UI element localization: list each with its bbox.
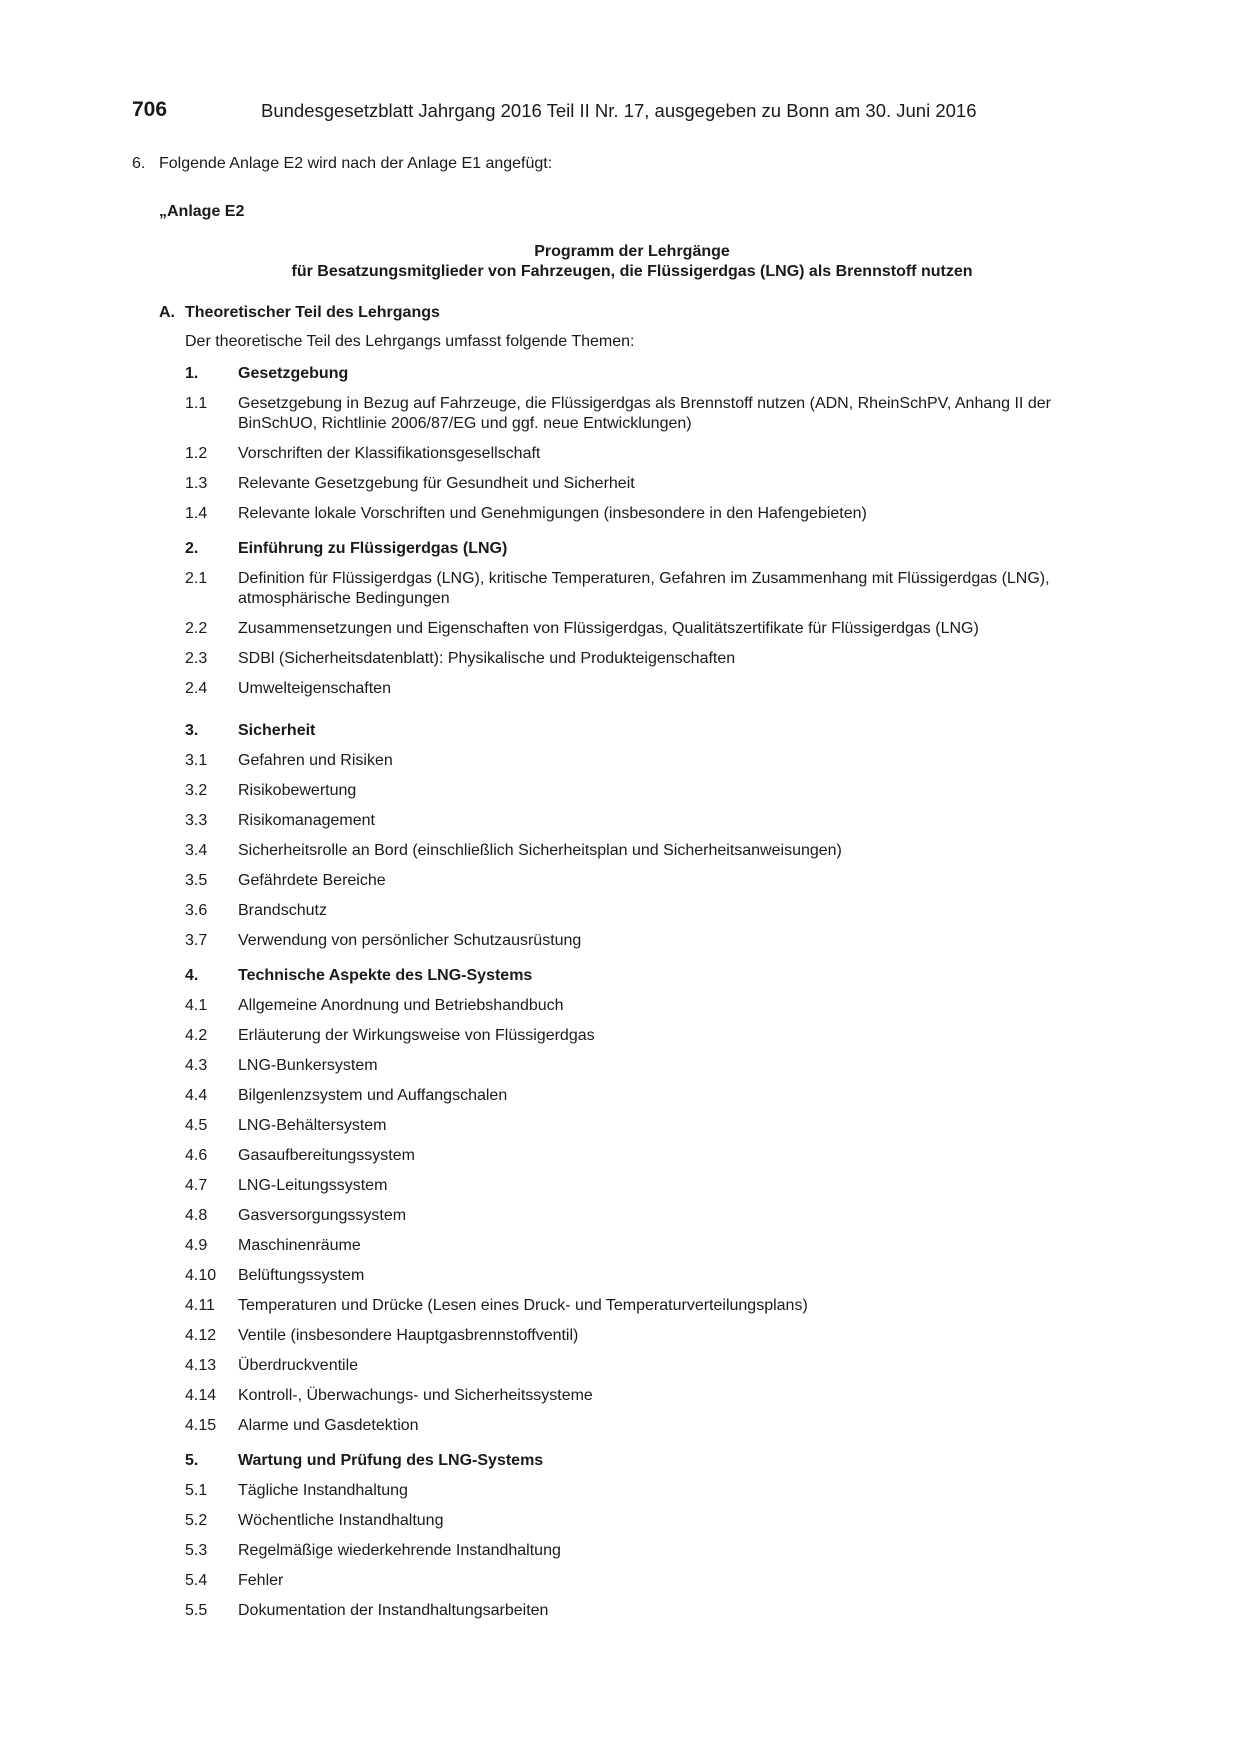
list-item xyxy=(185,1056,1112,1076)
item-text: SDBl (Sicherheitsdatenblatt): Physikalische und Produkteigenschaften xyxy=(238,650,736,667)
item-number: 3.5 xyxy=(185,872,208,889)
list-item xyxy=(185,1176,1112,1196)
list-item xyxy=(185,781,1112,801)
item-number: 3.7 xyxy=(185,932,208,949)
topic-heading xyxy=(185,1451,1112,1471)
item-text: Belüftungssystem xyxy=(238,1267,365,1284)
item-text: Wöchentliche Instandhaltung xyxy=(238,1512,444,1529)
item-number: 5.2 xyxy=(185,1512,208,1529)
item-text: Kontroll-, Überwachungs- und Sicherheitssysteme xyxy=(238,1387,593,1404)
item-text: Regelmäßige wiederkehrende Instandhaltung xyxy=(238,1542,561,1559)
annex-label: „Anlage E2 xyxy=(159,203,245,220)
item-number: 4.11 xyxy=(185,1297,215,1314)
item-text: Gefahren und Risiken xyxy=(238,752,393,769)
list-item xyxy=(185,444,1112,464)
item-number: 4.4 xyxy=(185,1087,208,1104)
list-item xyxy=(185,996,1112,1016)
list-item xyxy=(185,1326,1112,1346)
list-item xyxy=(185,1416,1112,1436)
item-text: Sicherheit xyxy=(238,722,316,739)
title-line-1: Programm der Lehrgänge xyxy=(534,243,730,260)
section-intro: Der theoretische Teil des Lehrgangs umfasst folgende Themen: xyxy=(185,333,635,350)
item-text: Relevante Gesetzgebung für Gesundheit und Sicherheit xyxy=(238,475,635,492)
list-item xyxy=(185,901,1112,921)
list-item xyxy=(185,1386,1112,1406)
intro-paragraph xyxy=(132,155,552,173)
item-text: Umwelteigenschaften xyxy=(238,680,391,697)
list-item xyxy=(185,1601,1112,1621)
item-number: 4.14 xyxy=(185,1387,217,1404)
item-number: 1.4 xyxy=(185,505,208,522)
list-item xyxy=(185,1296,1112,1316)
item-number: 5.3 xyxy=(185,1542,208,1559)
running-header: Bundesgesetzblatt Jahrgang 2016 Teil II Nr. 17, ausgegeben zu Bonn am 30. Juni 2016 xyxy=(261,100,977,121)
item-number: 4.8 xyxy=(185,1207,208,1224)
item-number: 3.4 xyxy=(185,842,208,859)
item-text: Dokumentation der Instandhaltungsarbeiten xyxy=(238,1602,549,1619)
item-text: Gasversorgungssystem xyxy=(238,1207,407,1224)
item-text: Alarme und Gasdetektion xyxy=(238,1417,419,1434)
item-number: 4.2 xyxy=(185,1027,208,1044)
document-title xyxy=(132,242,1132,282)
list-item xyxy=(185,1206,1112,1226)
item-text: Gesetzgebung in Bezug auf Fahrzeuge, die Flüssigerdgas als Brennstoff nutzen (ADN, RheinSchPV, Anhang II der BinSchUO, Richtlinie 2006/87/EG und ggf. neue Entwicklungen) xyxy=(238,395,1051,432)
list-item xyxy=(185,1146,1112,1166)
item-text: Allgemeine Anordnung und Betriebshandbuch xyxy=(238,997,564,1014)
page-number: 706 xyxy=(132,98,168,121)
item-text: LNG-Behältersystem xyxy=(238,1117,387,1134)
list-item xyxy=(185,931,1112,951)
item-text: Gefährdete Bereiche xyxy=(238,872,386,889)
list-item xyxy=(185,1356,1112,1376)
item-number: 4.3 xyxy=(185,1057,208,1074)
item-number: 2. xyxy=(185,540,199,557)
list-item xyxy=(185,1086,1112,1106)
list-item xyxy=(185,841,1112,861)
item-number: 4.6 xyxy=(185,1147,208,1164)
item-number: 2.2 xyxy=(185,620,208,637)
item-text: Fehler xyxy=(238,1572,284,1589)
intro-number: 6. xyxy=(132,155,146,172)
topic-heading xyxy=(185,966,1112,986)
item-text: Einführung zu Flüssigerdgas (LNG) xyxy=(238,540,508,557)
item-number: 1. xyxy=(185,365,199,382)
item-number: 1.2 xyxy=(185,445,208,462)
item-text: Technische Aspekte des LNG-Systems xyxy=(238,967,533,984)
list-item xyxy=(185,619,1112,639)
list-item xyxy=(185,474,1112,494)
item-text: Wartung und Prüfung des LNG-Systems xyxy=(238,1452,544,1469)
topic-heading xyxy=(185,539,1112,559)
item-text: Überdruckventile xyxy=(238,1357,359,1374)
item-text: Zusammensetzungen und Eigenschaften von Flüssigerdgas, Qualitätszertifikate für Flüssigerdgas (LNG) xyxy=(238,620,979,637)
list-item xyxy=(185,1481,1112,1501)
item-text: Temperaturen und Drücke (Lesen eines Druck- und Temperaturverteilungsplans) xyxy=(238,1297,808,1314)
item-number: 4.7 xyxy=(185,1177,208,1194)
item-text: Tägliche Instandhaltung xyxy=(238,1482,408,1499)
list-item xyxy=(185,394,1112,434)
item-text: Ventile (insbesondere Hauptgasbrennstoffventil) xyxy=(238,1327,579,1344)
item-number: 5.1 xyxy=(185,1482,208,1499)
item-text: Relevante lokale Vorschriften und Genehmigungen (insbesondere in den Hafengebieten) xyxy=(238,505,867,522)
item-text: Erläuterung der Wirkungsweise von Flüssigerdgas xyxy=(238,1027,595,1044)
item-number: 4.15 xyxy=(185,1417,217,1434)
list-item xyxy=(185,1541,1112,1561)
title-line-2: für Besatzungsmitglieder von Fahrzeugen, die Flüssigerdgas (LNG) als Brennstoff nutzen xyxy=(291,263,973,280)
item-number: 4.1 xyxy=(185,997,208,1014)
item-text: Risikomanagement xyxy=(238,812,375,829)
item-number: 2.1 xyxy=(185,570,208,587)
topic-heading xyxy=(185,364,1112,384)
item-number: 3.6 xyxy=(185,902,208,919)
intro-text: Folgende Anlage E2 wird nach der Anlage E1 angefügt: xyxy=(159,155,553,172)
item-number: 3.3 xyxy=(185,812,208,829)
list-item xyxy=(185,1236,1112,1256)
list-item xyxy=(185,1511,1112,1531)
list-item xyxy=(185,504,1112,524)
section-heading-a xyxy=(159,304,440,322)
item-number: 3. xyxy=(185,722,199,739)
list-item xyxy=(185,679,1112,699)
list-item xyxy=(185,569,1112,609)
item-text: Bilgenlenzsystem und Auffangschalen xyxy=(238,1087,508,1104)
list-item xyxy=(185,1266,1112,1286)
item-number: 3.2 xyxy=(185,782,208,799)
item-text: Maschinenräume xyxy=(238,1237,361,1254)
item-number: 2.3 xyxy=(185,650,208,667)
item-number: 3.1 xyxy=(185,752,208,769)
item-text: LNG-Leitungssystem xyxy=(238,1177,388,1194)
item-number: 4.12 xyxy=(185,1327,217,1344)
topic-heading xyxy=(185,721,1112,741)
item-text: Risikobewertung xyxy=(238,782,357,799)
item-text: Vorschriften der Klassifikationsgesellschaft xyxy=(238,445,541,462)
list-item xyxy=(185,649,1112,669)
item-number: 1.3 xyxy=(185,475,208,492)
item-number: 5.4 xyxy=(185,1572,208,1589)
item-number: 4.5 xyxy=(185,1117,208,1134)
item-number: 4.10 xyxy=(185,1267,217,1284)
list-item xyxy=(185,1026,1112,1046)
item-number: 1.1 xyxy=(185,395,208,412)
item-number: 5. xyxy=(185,1452,199,1469)
item-number: 2.4 xyxy=(185,680,208,697)
list-item xyxy=(185,871,1112,891)
item-text: Sicherheitsrolle an Bord (einschließlich Sicherheitsplan und Sicherheitsanweisungen) xyxy=(238,842,842,859)
list-item xyxy=(185,751,1112,771)
section-letter: A. xyxy=(159,304,175,321)
item-text: Gesetzgebung xyxy=(238,365,349,382)
section-title: Theoretischer Teil des Lehrgangs xyxy=(185,304,440,321)
item-text: Brandschutz xyxy=(238,902,327,919)
item-number: 4.13 xyxy=(185,1357,217,1374)
item-text: Verwendung von persönlicher Schutzausrüstung xyxy=(238,932,582,949)
item-text: Gasaufbereitungssystem xyxy=(238,1147,415,1164)
item-number: 4.9 xyxy=(185,1237,208,1254)
item-text: LNG-Bunkersystem xyxy=(238,1057,378,1074)
list-item xyxy=(185,811,1112,831)
item-text: Definition für Flüssigerdgas (LNG), kritische Temperaturen, Gefahren im Zusammenhang mit Flüssigerdgas (LNG), atmosphärische Bedingungen xyxy=(238,570,1050,607)
item-number: 5.5 xyxy=(185,1602,208,1619)
list-item xyxy=(185,1571,1112,1591)
item-number: 4. xyxy=(185,967,199,984)
list-item xyxy=(185,1116,1112,1136)
